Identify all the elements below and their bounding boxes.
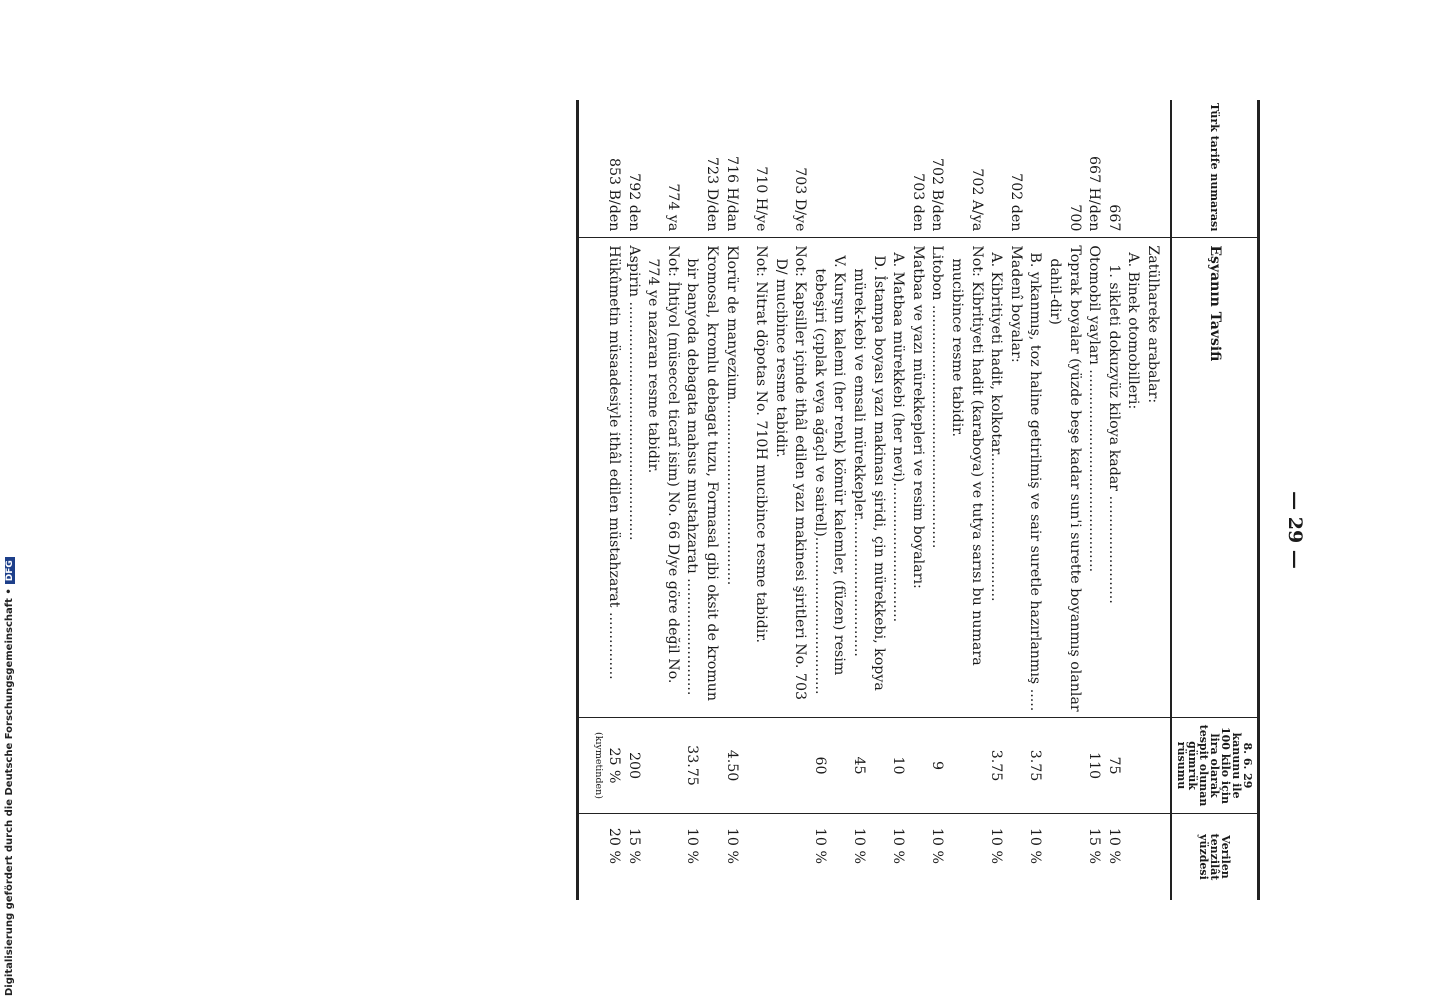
- table-row: 774 ya Not: İhtiyol (müseccel ticarî isim) No. 66 D/ye göre değil No. 774 ye nazaran resme tabidir.: [643, 100, 682, 900]
- rotated-page-content: [530, 100, 1320, 960]
- table-row: 702 den Madenî boyalar:: [1005, 100, 1025, 900]
- duty-note: (kıymetinden): [593, 731, 605, 799]
- footer-text: Digitalisierung gefördert durch die Deutsche Forschungsgemeinschaft •: [4, 588, 15, 996]
- table-header-row: [1171, 100, 1259, 900]
- dfg-logo: DFG: [5, 557, 15, 584]
- duty-cell-ad-valorem: 25 % (kıymetinden): [578, 718, 623, 814]
- header-description: Eşyanın Tavsifi: [1171, 238, 1259, 718]
- table-row: 667 H/den Otomobil yayları ............................................. 110 15 %: [1084, 100, 1104, 900]
- table-row: D. İstampa boyası yazı makinası şiridi, çin mürekkebi, kopya mürek-kebi ve emsali mürekkepler............................... 45 10 %: [849, 100, 888, 900]
- table-row: A. Matbaa mürekkebi (her nevi)............................... 10 10 %: [888, 100, 908, 900]
- header-reduction-rate: Verilen tenzilât yüzdesi: [1197, 833, 1232, 881]
- header-tariff-number: Türk tarife numarası: [1171, 100, 1259, 238]
- tariff-table: [576, 100, 1260, 900]
- page-number: — 29 —: [1284, 491, 1306, 569]
- table-row: 853 B/den Hükûmetin müsaadesiyle ithâl edilen müstahzarat ............... 25 % (kıymetinden) 20 %: [578, 100, 623, 900]
- digitization-footer: [4, 557, 15, 996]
- header-customs-duty: 8. 6. 29 kanunu ile 100 kilo için lira olarak tespit olunan gümrük rüsumu: [1171, 718, 1259, 814]
- table-row: 710 H/ye Not: Nitrat döpotas No. 710H mucibince resme tabidir.: [751, 100, 771, 900]
- table-row: 700 Toprak boyalar (yüzde beşe kadar sun'i surette boyanmış olanlar dahil-dir): [1044, 100, 1083, 900]
- table-row: 702 A/ya Not: Kibritiyeti hadit (karaboya) ve tutya sarısı bu numara mucibince resme tabidir.: [946, 100, 985, 900]
- table-row: 723 D/den Kromosal, kromlu debagat tuzu, Formasal gibi oksit de kromun bir banyoda debagata mahsus mustahzaratı .......................... 33.75 10 %: [682, 100, 721, 900]
- table-row: A. Binek otomobilleri:: [1123, 100, 1143, 900]
- table-row: Zatülhareke arabalar:: [1142, 100, 1171, 900]
- table-row: A. Kibritiyeti hadit, kolkotar................................. 3.75 10 %: [986, 100, 1006, 900]
- table-row: 703 D/ye Not: Kapsiller içinde ithâl edilen yazı makinesi şiritleri No. 703 D/ mucibince resme tabidir.: [770, 100, 809, 900]
- table-row: B. yıkanmış, toz haline getirilmiş ve sair suretle hazırlanmış ..... 3.75 10 %: [1025, 100, 1045, 900]
- table-row: V. Kurşun kalemi (her renk) kömür kalemler, (füzen) resim tebeşiri (çıplak veya ağaçlı ve sairell)................................... 60 10 %: [809, 100, 848, 900]
- table-row: 716 H/dan Klorür de manyezium......................................... 4.50 10 %: [721, 100, 751, 900]
- table-row: 703 den Matbaa ve yazı mürekkepleri ve resim boyaları:: [907, 100, 927, 900]
- table-row: 792 den Aspirin ..................................................... 200 15 %: [623, 100, 643, 900]
- table-row: 667 1. sikleti dokuzyüz kiloya kadar ........................ 75 10 %: [1103, 100, 1123, 900]
- table-row: 702 B/den Litobon ...................................................... 9 10 %: [927, 100, 947, 900]
